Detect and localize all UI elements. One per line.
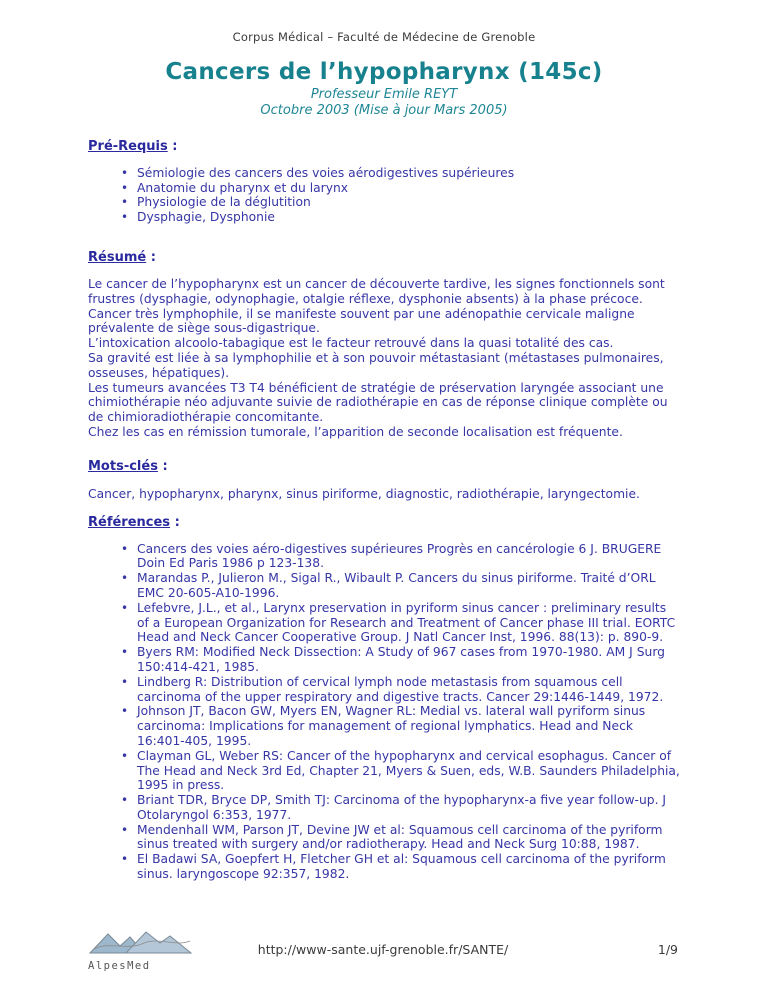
reference-item: • Briant TDR, Bryce DP, Smith TJ: Carcinoma of the hypopharynx-a five year follow-up. J Otolaryngol 6:353, 1977.: [121, 793, 680, 823]
page-number: 1/9: [657, 942, 678, 958]
reference-item: • Cancers des voies aéro-digestives supérieures Progrès en cancérologie 6 J. BRUGERE Doin Ed Paris 1986 p 123-138.: [121, 542, 680, 572]
section-heading-resume: [88, 249, 680, 266]
heading-colon: :: [146, 249, 156, 265]
resume-paragraph: Chez les cas en rémission tumorale, l’apparition de seconde localisation est fréquente.: [88, 424, 623, 439]
heading-text: Mots-clés: [88, 458, 158, 474]
reference-item: • Mendenhall WM, Parson JT, Devine JW et al: Squamous cell carcinoma of the pyriform sinus treated with surgery and/or radiotherapy. Head and Neck Surg 10:88, 1987.: [121, 823, 680, 853]
author-line: Professeur Emile REYT: [310, 86, 458, 102]
reference-item: • Clayman GL, Weber RS: Cancer of the hypopharynx and cervical esophagus. Cancer of The Head and Neck 3rd Ed, Chapter 21, Myers & Suen, eds, W.B. Saunders Philadelphia, 1995 in press.: [121, 749, 680, 793]
keywords-line: Cancer, hypopharynx, pharynx, sinus piriforme, diagnostic, radiothérapie, laryngectomie.: [88, 486, 640, 501]
resume-paragraph: Le cancer de l’hypopharynx est un cancer de découverte tardive, les signes fonctionnels sont frustres (dysphagie, odynophagie, otalgie réflexe, dysphonie absents) à la phase précoce. Cancer très lymphophile, il se manifeste souvent par une adénopathie cervicale maligne prévalente de siège sous-digastrique.: [88, 276, 665, 336]
date-line: Octobre 2003 (Mise à jour Mars 2005): [260, 103, 508, 119]
list-item: • Anatomie du pharynx et du larynx: [121, 181, 680, 196]
reference-item: • Lefebvre, J.L., et al., Larynx preservation in pyriform sinus cancer : preliminary results of a European Organization for Research and Treatment of Cancer phase III trial. EORTC Head and Neck Cancer Cooperative Group. J Natl Cancer Inst, 1996. 88(13): p. 890-9.: [121, 601, 680, 645]
heading-text: Références: [88, 514, 171, 530]
list-item: • Sémiologie des cancers des voies aérodigestives supérieures: [121, 166, 680, 181]
heading-text: Pré-Requis: [88, 138, 168, 154]
list-item: • Physiologie de la déglutition: [121, 195, 680, 210]
resume-paragraph: L’intoxication alcoolo-tabagique est le facteur retrouvé dans la quasi totalité des cas.: [88, 336, 614, 351]
references-list: [88, 542, 680, 882]
reference-item: • Byers RM: Modified Neck Dissection: A Study of 967 cases from 1970-1980. AM J Surg 150:414-421, 1985.: [121, 645, 680, 675]
resume-paragraph: Les tumeurs avancées T3 T4 bénéficient de stratégie de préservation laryngée associant une chimiothérapie néo adjuvante suivie de radiothérapie en cas de réponse clinique complète ou de chimioradiothérapie concomitante.: [88, 380, 668, 425]
reference-item: • Lindberg R: Distribution of cervical lymph node metastasis from squamous cell carcinoma of the upper respiratory and digestive tracts. Cancer 29:1446-1449, 1972.: [121, 675, 680, 705]
heading-colon: :: [170, 514, 180, 530]
alpesmed-logo-text: AlpesMed: [88, 960, 151, 973]
page-title: Cancers de l’hypopharynx (145c): [165, 58, 603, 85]
section-heading-prerequis: [88, 138, 680, 155]
resume-paragraph: Sa gravité est liée à sa lymphophilie et à son pouvoir métastasiant (métastases pulmonaires, osseuses, hépatiques).: [88, 350, 664, 380]
institution-header: Corpus Médical – Faculté de Médecine de Grenoble: [232, 30, 536, 44]
heading-colon: :: [167, 138, 178, 154]
resume-paragraphs: [88, 277, 680, 440]
reference-item: • Johnson JT, Bacon GW, Myers EN, Wagner RL: Medial vs. lateral wall pyriform sinus carcinoma: Implications for management of regional lymphatics. Head and Neck 16:401-405, 1995.: [121, 704, 680, 748]
heading-text: Résumé: [88, 249, 147, 265]
section-heading-motscles: [88, 458, 680, 475]
list-item: • Dysphagie, Dysphonie: [121, 210, 680, 225]
footer-logo-area: [88, 927, 236, 974]
page-footer: [88, 919, 680, 974]
heading-colon: :: [157, 458, 168, 474]
prerequisites-list: [88, 166, 680, 225]
reference-item: • El Badawi SA, Goepfert H, Fletcher GH et al: Squamous cell carcinoma of the pyriform sinus. laryngoscope 92:357, 1982.: [121, 852, 680, 882]
section-heading-references: [88, 514, 680, 531]
mountains-icon: [88, 927, 196, 961]
footer-url: http://www-sante.ujf-grenoble.fr/SANTE/: [257, 942, 509, 958]
reference-item: • Marandas P., Julieron M., Sigal R., Wibault P. Cancers du sinus piriforme. Traité d’ORL EMC 20-605-A10-1996.: [121, 571, 680, 601]
alpesmed-logo-icon: [88, 927, 196, 974]
